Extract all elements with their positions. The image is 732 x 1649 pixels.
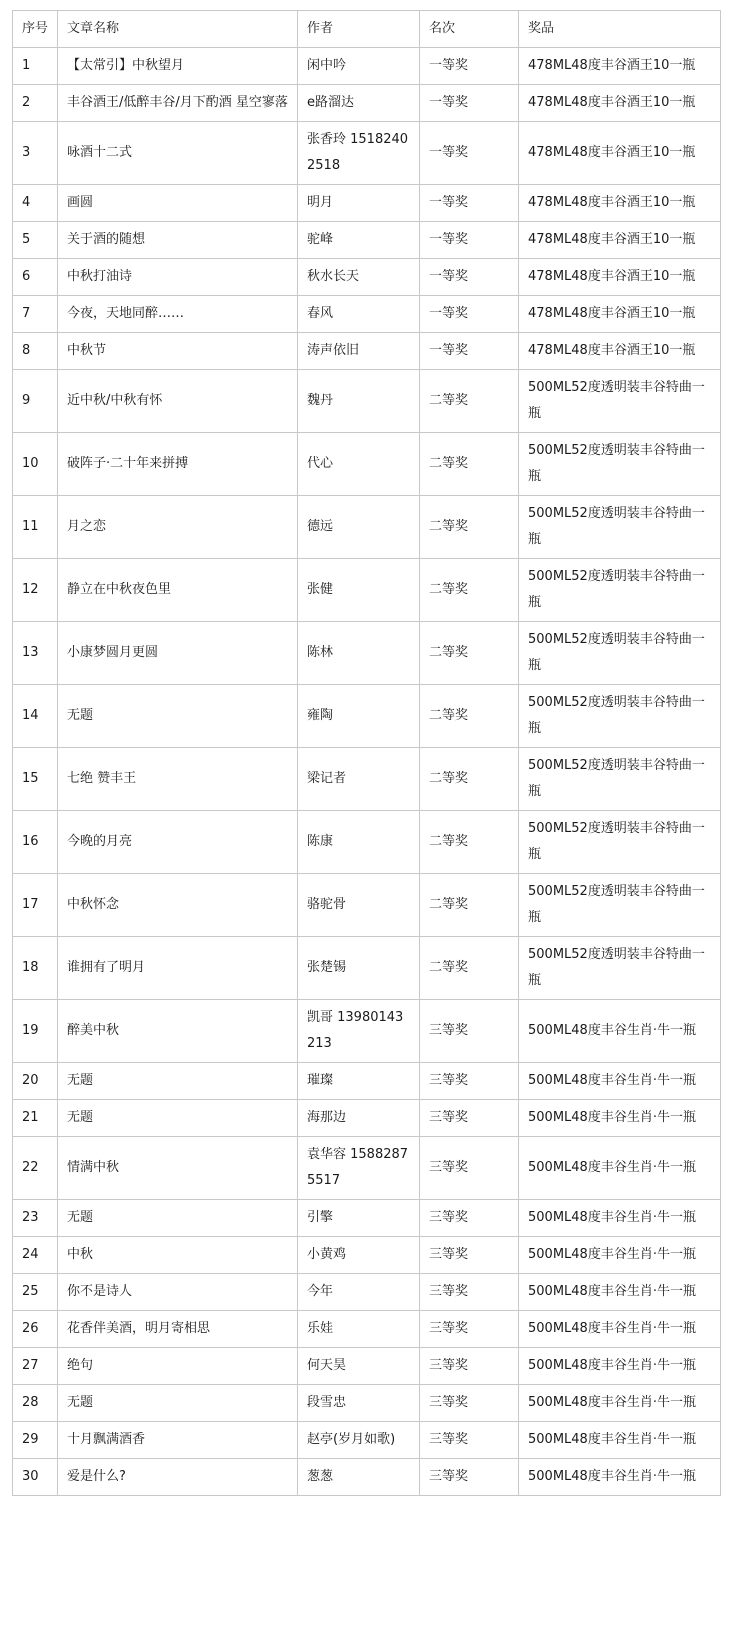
author-cell: 陈林 <box>298 622 420 685</box>
table-header <box>13 11 721 48</box>
article-title-cell: 情满中秋 <box>58 1137 298 1200</box>
author-cell: 涛声依旧 <box>298 333 420 370</box>
row-index-cell: 14 <box>13 685 58 748</box>
table-row <box>13 1000 721 1063</box>
rank-cell: 三等奖 <box>420 1063 519 1100</box>
table-row <box>13 1137 721 1200</box>
table-row <box>13 48 721 85</box>
author-cell: 秋水长天 <box>298 259 420 296</box>
rank-cell: 三等奖 <box>420 1311 519 1348</box>
article-title-cell: 月之恋 <box>58 496 298 559</box>
rank-cell: 三等奖 <box>420 1137 519 1200</box>
article-title-cell: 醉美中秋 <box>58 1000 298 1063</box>
article-title-cell: 花香伴美酒，明月寄相思 <box>58 1311 298 1348</box>
rank-cell: 一等奖 <box>420 185 519 222</box>
prize-cell: 478ML48度丰谷酒王10一瓶 <box>519 185 721 222</box>
prize-cell: 500ML48度丰谷生肖·牛一瓶 <box>519 1274 721 1311</box>
table-body <box>13 48 721 1496</box>
author-cell: 张楚锡 <box>298 937 420 1000</box>
article-title-cell: 无题 <box>58 1063 298 1100</box>
table-row <box>13 622 721 685</box>
table-row <box>13 259 721 296</box>
rank-cell: 三等奖 <box>420 1200 519 1237</box>
prize-cell: 478ML48度丰谷酒王10一瓶 <box>519 296 721 333</box>
article-title-cell: 今夜，天地同醉…… <box>58 296 298 333</box>
header-prize: 奖品 <box>519 11 721 48</box>
table-row <box>13 1274 721 1311</box>
row-index-cell: 24 <box>13 1237 58 1274</box>
row-index-cell: 3 <box>13 122 58 185</box>
table-row <box>13 1237 721 1274</box>
prize-cell: 500ML52度透明装丰谷特曲一瓶 <box>519 433 721 496</box>
author-cell: 葱葱 <box>298 1459 420 1496</box>
rank-cell: 三等奖 <box>420 1422 519 1459</box>
article-title-cell: 绝句 <box>58 1348 298 1385</box>
table-row <box>13 685 721 748</box>
article-title-cell: 小康梦圆月更圆 <box>58 622 298 685</box>
prize-cell: 500ML48度丰谷生肖·牛一瓶 <box>519 1311 721 1348</box>
rank-cell: 一等奖 <box>420 122 519 185</box>
row-index-cell: 11 <box>13 496 58 559</box>
prize-cell: 500ML52度透明装丰谷特曲一瓶 <box>519 496 721 559</box>
row-index-cell: 30 <box>13 1459 58 1496</box>
row-index-cell: 25 <box>13 1274 58 1311</box>
author-cell: 陈康 <box>298 811 420 874</box>
rank-cell: 二等奖 <box>420 496 519 559</box>
prize-cell: 478ML48度丰谷酒王10一瓶 <box>519 85 721 122</box>
row-index-cell: 5 <box>13 222 58 259</box>
author-cell: 段雪忠 <box>298 1385 420 1422</box>
prize-cell: 500ML52度透明装丰谷特曲一瓶 <box>519 559 721 622</box>
header-title: 文章名称 <box>58 11 298 48</box>
article-title-cell: 中秋 <box>58 1237 298 1274</box>
author-cell: 何天昊 <box>298 1348 420 1385</box>
rank-cell: 二等奖 <box>420 685 519 748</box>
author-cell: 春风 <box>298 296 420 333</box>
header-rank: 名次 <box>420 11 519 48</box>
header-author: 作者 <box>298 11 420 48</box>
prize-cell: 478ML48度丰谷酒王10一瓶 <box>519 48 721 85</box>
rank-cell: 二等奖 <box>420 748 519 811</box>
prize-cell: 478ML48度丰谷酒王10一瓶 <box>519 333 721 370</box>
prize-cell: 500ML48度丰谷生肖·牛一瓶 <box>519 1200 721 1237</box>
rank-cell: 二等奖 <box>420 559 519 622</box>
article-title-cell: 近中秋/中秋有怀 <box>58 370 298 433</box>
rank-cell: 三等奖 <box>420 1274 519 1311</box>
table-row <box>13 1200 721 1237</box>
rank-cell: 一等奖 <box>420 259 519 296</box>
rank-cell: 一等奖 <box>420 222 519 259</box>
table-row <box>13 874 721 937</box>
table-row <box>13 496 721 559</box>
rank-cell: 二等奖 <box>420 811 519 874</box>
author-cell: 海那边 <box>298 1100 420 1137</box>
article-title-cell: 画圆 <box>58 185 298 222</box>
rank-cell: 二等奖 <box>420 622 519 685</box>
row-index-cell: 29 <box>13 1422 58 1459</box>
prize-cell: 500ML52度透明装丰谷特曲一瓶 <box>519 748 721 811</box>
table-row <box>13 222 721 259</box>
article-title-cell: 今晚的月亮 <box>58 811 298 874</box>
prize-cell: 500ML52度透明装丰谷特曲一瓶 <box>519 874 721 937</box>
author-cell: 张健 <box>298 559 420 622</box>
rank-cell: 三等奖 <box>420 1100 519 1137</box>
author-cell: 骆驼骨 <box>298 874 420 937</box>
prize-cell: 500ML52度透明装丰谷特曲一瓶 <box>519 685 721 748</box>
table-row <box>13 937 721 1000</box>
prize-cell: 500ML48度丰谷生肖·牛一瓶 <box>519 1000 721 1063</box>
prize-cell: 500ML48度丰谷生肖·牛一瓶 <box>519 1385 721 1422</box>
author-cell: 德远 <box>298 496 420 559</box>
author-cell: 袁华容 15882875517 <box>298 1137 420 1200</box>
table-row <box>13 296 721 333</box>
prize-cell: 500ML48度丰谷生肖·牛一瓶 <box>519 1348 721 1385</box>
table-row <box>13 433 721 496</box>
author-cell: 凯哥 13980143213 <box>298 1000 420 1063</box>
prize-cell: 500ML52度透明装丰谷特曲一瓶 <box>519 370 721 433</box>
article-title-cell: 无题 <box>58 1385 298 1422</box>
rank-cell: 三等奖 <box>420 1459 519 1496</box>
row-index-cell: 8 <box>13 333 58 370</box>
author-cell: 乐娃 <box>298 1311 420 1348</box>
rank-cell: 一等奖 <box>420 48 519 85</box>
prize-cell: 500ML52度透明装丰谷特曲一瓶 <box>519 622 721 685</box>
table-row <box>13 333 721 370</box>
author-cell: 梁记者 <box>298 748 420 811</box>
table-row <box>13 811 721 874</box>
prize-cell: 500ML48度丰谷生肖·牛一瓶 <box>519 1422 721 1459</box>
row-index-cell: 28 <box>13 1385 58 1422</box>
table-row <box>13 1348 721 1385</box>
row-index-cell: 16 <box>13 811 58 874</box>
article-title-cell: 【太常引】中秋望月 <box>58 48 298 85</box>
author-cell: 魏丹 <box>298 370 420 433</box>
article-title-cell: 你不是诗人 <box>58 1274 298 1311</box>
row-index-cell: 9 <box>13 370 58 433</box>
article-title-cell: 谁拥有了明月 <box>58 937 298 1000</box>
article-title-cell: 十月飘满酒香 <box>58 1422 298 1459</box>
row-index-cell: 23 <box>13 1200 58 1237</box>
rank-cell: 三等奖 <box>420 1385 519 1422</box>
row-index-cell: 27 <box>13 1348 58 1385</box>
author-cell: 代心 <box>298 433 420 496</box>
prize-cell: 500ML52度透明装丰谷特曲一瓶 <box>519 811 721 874</box>
author-cell: 引擎 <box>298 1200 420 1237</box>
header-index: 序号 <box>13 11 58 48</box>
table-row <box>13 185 721 222</box>
rank-cell: 二等奖 <box>420 874 519 937</box>
row-index-cell: 19 <box>13 1000 58 1063</box>
prize-cell: 478ML48度丰谷酒王10一瓶 <box>519 122 721 185</box>
rank-cell: 二等奖 <box>420 370 519 433</box>
rank-cell: 一等奖 <box>420 85 519 122</box>
article-title-cell: 静立在中秋夜色里 <box>58 559 298 622</box>
author-cell: 璀璨 <box>298 1063 420 1100</box>
prize-cell: 500ML52度透明装丰谷特曲一瓶 <box>519 937 721 1000</box>
rank-cell: 一等奖 <box>420 296 519 333</box>
author-cell: 赵亭(岁月如歌) <box>298 1422 420 1459</box>
rank-cell: 三等奖 <box>420 1000 519 1063</box>
row-index-cell: 18 <box>13 937 58 1000</box>
prize-cell: 500ML48度丰谷生肖·牛一瓶 <box>519 1100 721 1137</box>
header-row <box>13 11 721 48</box>
row-index-cell: 10 <box>13 433 58 496</box>
article-title-cell: 咏酒十二式 <box>58 122 298 185</box>
table-row <box>13 1422 721 1459</box>
prize-cell: 500ML48度丰谷生肖·牛一瓶 <box>519 1063 721 1100</box>
prize-cell: 500ML48度丰谷生肖·牛一瓶 <box>519 1137 721 1200</box>
table-row <box>13 370 721 433</box>
rank-cell: 三等奖 <box>420 1237 519 1274</box>
row-index-cell: 13 <box>13 622 58 685</box>
article-title-cell: 无题 <box>58 1200 298 1237</box>
row-index-cell: 26 <box>13 1311 58 1348</box>
rank-cell: 三等奖 <box>420 1348 519 1385</box>
prize-cell: 500ML48度丰谷生肖·牛一瓶 <box>519 1237 721 1274</box>
article-title-cell: 中秋节 <box>58 333 298 370</box>
table-row <box>13 1063 721 1100</box>
author-cell: 闲中吟 <box>298 48 420 85</box>
rank-cell: 二等奖 <box>420 433 519 496</box>
article-title-cell: 中秋怀念 <box>58 874 298 937</box>
author-cell: 明月 <box>298 185 420 222</box>
prize-cell: 500ML48度丰谷生肖·牛一瓶 <box>519 1459 721 1496</box>
table-row <box>13 559 721 622</box>
row-index-cell: 22 <box>13 1137 58 1200</box>
row-index-cell: 7 <box>13 296 58 333</box>
author-cell: 今年 <box>298 1274 420 1311</box>
award-table <box>12 10 721 1496</box>
article-title-cell: 七绝 赞丰王 <box>58 748 298 811</box>
row-index-cell: 15 <box>13 748 58 811</box>
prize-cell: 478ML48度丰谷酒王10一瓶 <box>519 259 721 296</box>
table-row <box>13 1311 721 1348</box>
article-title-cell: 无题 <box>58 685 298 748</box>
row-index-cell: 20 <box>13 1063 58 1100</box>
author-cell: 雍陶 <box>298 685 420 748</box>
rank-cell: 二等奖 <box>420 937 519 1000</box>
article-title-cell: 关于酒的随想 <box>58 222 298 259</box>
table-row <box>13 1100 721 1137</box>
table-row <box>13 1385 721 1422</box>
row-index-cell: 6 <box>13 259 58 296</box>
table-row <box>13 1459 721 1496</box>
article-title-cell: 无题 <box>58 1100 298 1137</box>
row-index-cell: 21 <box>13 1100 58 1137</box>
row-index-cell: 2 <box>13 85 58 122</box>
article-title-cell: 破阵子·二十年来拼搏 <box>58 433 298 496</box>
article-title-cell: 丰谷酒王/低醉丰谷/月下酌酒 星空寥落 <box>58 85 298 122</box>
article-title-cell: 中秋打油诗 <box>58 259 298 296</box>
author-cell: 张香玲 15182402518 <box>298 122 420 185</box>
author-cell: 小黄鸡 <box>298 1237 420 1274</box>
rank-cell: 一等奖 <box>420 333 519 370</box>
author-cell: e路溜达 <box>298 85 420 122</box>
article-title-cell: 爱是什么? <box>58 1459 298 1496</box>
table-row <box>13 85 721 122</box>
row-index-cell: 1 <box>13 48 58 85</box>
prize-cell: 478ML48度丰谷酒王10一瓶 <box>519 222 721 259</box>
row-index-cell: 12 <box>13 559 58 622</box>
author-cell: 驼峰 <box>298 222 420 259</box>
row-index-cell: 17 <box>13 874 58 937</box>
table-row <box>13 748 721 811</box>
row-index-cell: 4 <box>13 185 58 222</box>
table-row <box>13 122 721 185</box>
